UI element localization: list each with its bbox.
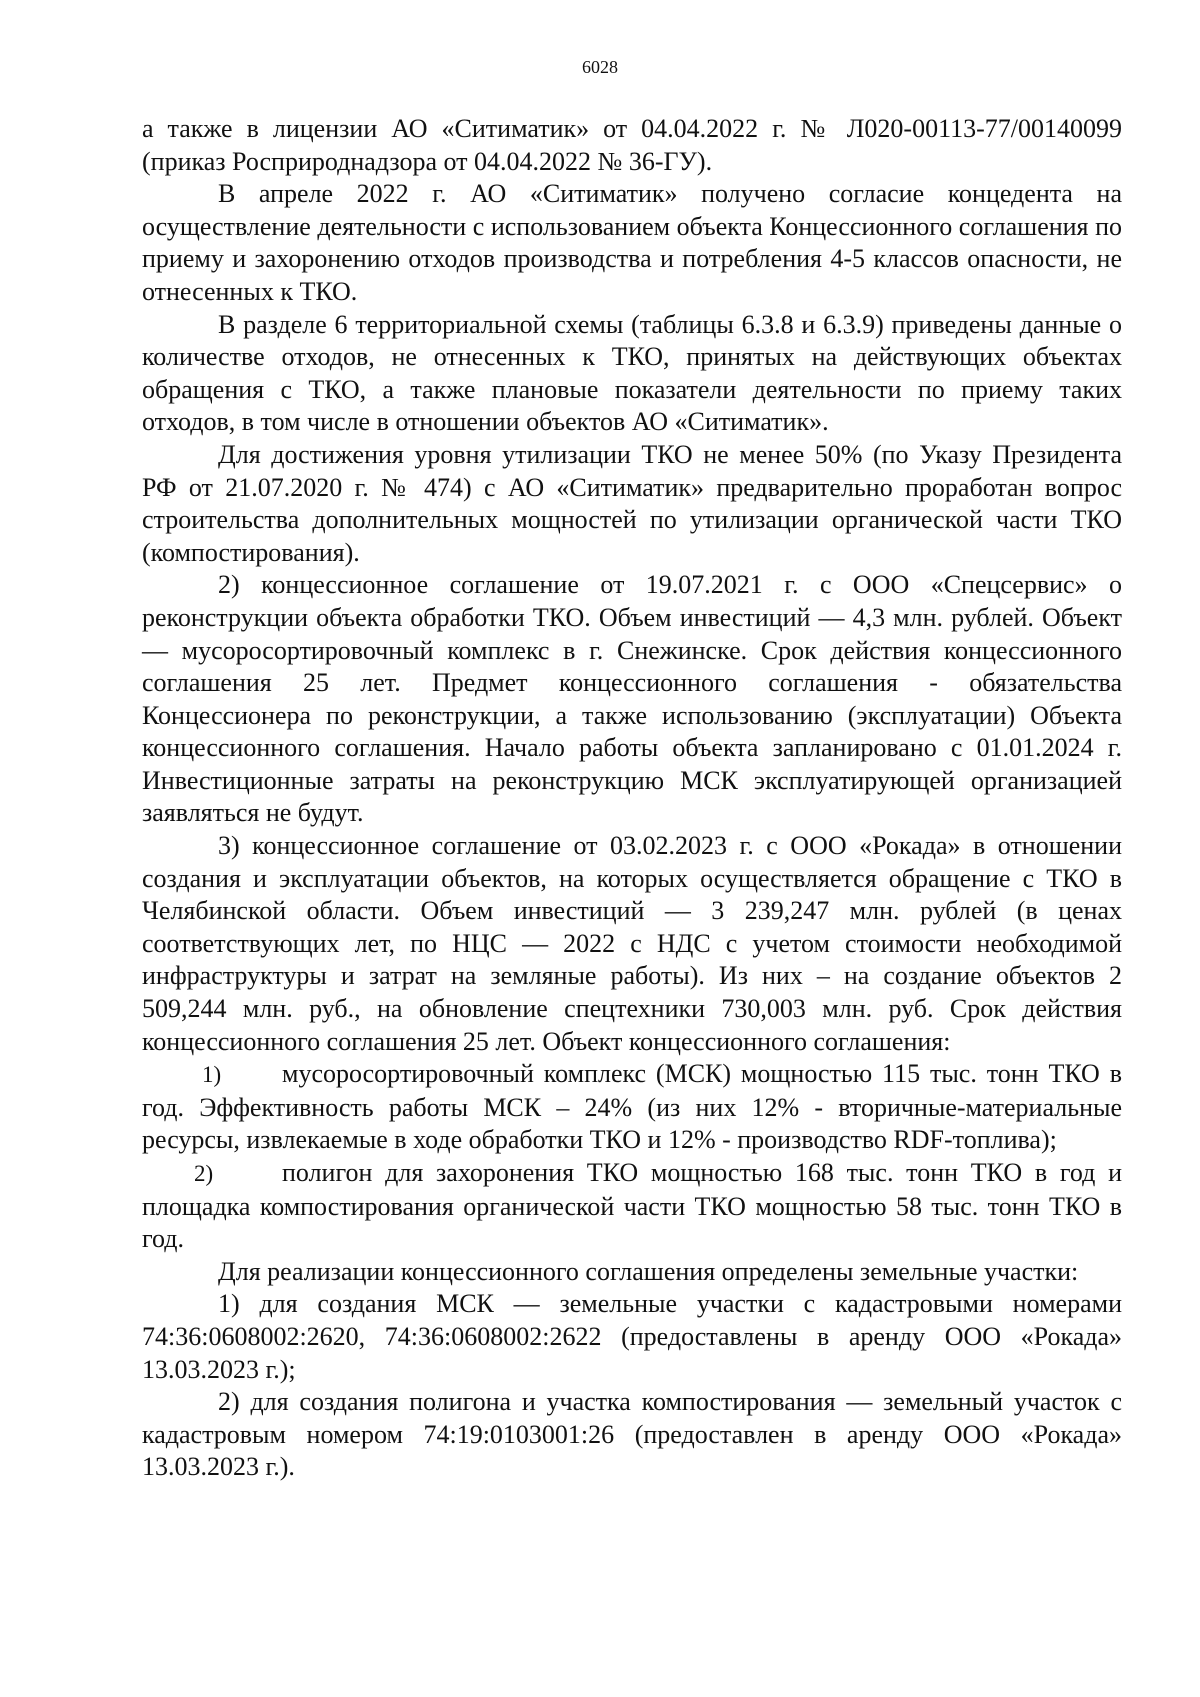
paragraph-agreement-3: 3) концессионное соглашение от 03.02.2023 г. с ООО «Рокада» в отношении создания и эксплуатации объектов, на которых осуществляется обращение с ТКО в Челябинской области. Объем инвестиций — 3 239,247 млн. рублей (в ценах соответствующих лет, по НЦС — 2022 с НДС с учетом стоимости необходимой инфраструктуры и затрат на земляные работы). Из них – на создание объектов 2 509,244 млн. руб., на обновление спецтехники 730,003 млн. руб. Срок действия концессионного соглашения 25 лет. Объект концессионного соглашения: [142, 831, 1122, 1056]
list-item [142, 1058, 1122, 1157]
paragraph-license: а также в лицензии АО «Ситиматик» от 04.04.2022 г. № Л020-00113-77/00140099 (приказ Росприроднадзора от 04.04.2022 № 36-ГУ). [142, 114, 1122, 176]
paragraph-section-6: В разделе 6 территориальной схемы (таблицы 6.3.8 и 6.3.9) приведены данные о количестве отходов, не отнесенных к ТКО, принятых на действующих объектах обращения с ТКО, а также плановые показатели деятельности по приему таких отходов, в том числе в отношении объектов АО «Ситиматик». [142, 309, 1122, 437]
paragraph-land-plot-msk: 1) для создания МСК — земельные участки с кадастровыми номерами 74:36:0608002:2620, 74:36:0608002:2622 (предоставлены в аренду ООО «Рокада» 13.03.2023 г.); [142, 1289, 1122, 1384]
page-number: 6028 [582, 57, 618, 77]
paragraph-utilization-goal: Для достижения уровня утилизации ТКО не менее 50% (по Указу Президента РФ от 21.07.2020 г. № 474) с АО «Ситиматик» предварительно проработан вопрос строительства дополнительных мощностей по утилизации органической части ТКО (компостирования). [142, 439, 1122, 567]
paragraph-concedent-consent: В апреле 2022 г. АО «Ситиматик» получено согласие концедента на осуществление деятельности с использованием объекта Концессионного соглашения по приему и захоронению отходов производства и потребления 4-5 классов опасности, не отнесенных к ТКО. [142, 179, 1122, 306]
document-body [142, 113, 1122, 1484]
list-marker: 2) [194, 1161, 214, 1186]
list-item-text: полигон для захоронения ТКО мощностью 168 тыс. тонн ТКО в год и площадка компостирования органической части ТКО мощностью 58 тыс. тонн ТКО в год. [142, 1158, 1122, 1254]
paragraph-land-plots: Для реализации концессионного соглашения определены земельные участки: [218, 1256, 1079, 1286]
list-item-text: мусоросортировочный комплекс (МСК) мощностью 115 тыс. тонн ТКО в год. Эффективность работы МСК – 24% (из них 12% - вторичные-материальные ресурсы, извлекаемые в ходе обработки ТКО и 12% - производство RDF-топлива); [142, 1059, 1122, 1155]
list-item [142, 1157, 1122, 1256]
paragraph-agreement-2: 2) концессионное соглашение от 19.07.2021 г. с ООО «Спецсервис» о реконструкции объекта обработки ТКО. Объем инвестиций — 4,3 млн. рублей. Объект — мусоросортировочный комплекс в г. Снежинске. Срок действия концессионного соглашения 25 лет. Предмет концессионного соглашения - обязательства Концессионера по реконструкции, а также использованию (эксплуатации) Объекта концессионного соглашения. Начало работы объекта запланировано с 01.01.2024 г. Инвестиционные затраты на реконструкцию МСК эксплуатирующей организацией заявляться не будут. [142, 570, 1122, 828]
list-marker: 1) [202, 1062, 222, 1088]
paragraph-land-plot-landfill: 2) для создания полигона и участка компостирования — земельный участок с кадастровым номером 74:19:0103001:26 (предоставлен в аренду ООО «Рокада» 13.03.2023 г.). [142, 1387, 1122, 1482]
